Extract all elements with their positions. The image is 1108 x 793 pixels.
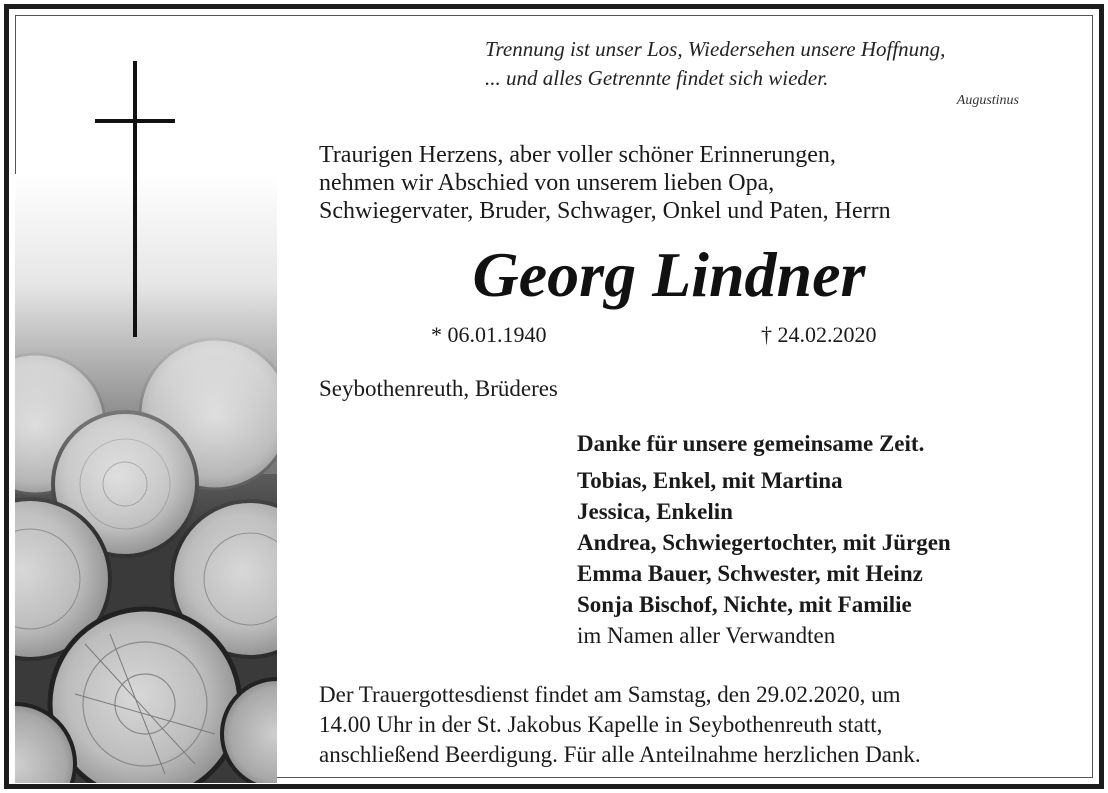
- deceased-name: Georg Lindner: [472, 239, 866, 310]
- service-line: anschließend Beerdigung. Für alle Anteilnahme herzlichen Dank.: [319, 742, 921, 767]
- cross-icon: [93, 59, 177, 341]
- intro-text: [319, 141, 891, 225]
- thanks-line: Danke für unsere gemeinsame Zeit.: [577, 431, 925, 456]
- mourner: Sonja Bischof, Nichte, mit Familie: [577, 592, 912, 617]
- mourner: Jessica, Enkelin: [577, 499, 733, 524]
- mourner: Andrea, Schwiegertochter, mit Jürgen: [577, 530, 951, 555]
- mourners-list: [577, 465, 951, 651]
- service-line: 14.00 Uhr in der St. Jakobus Kapelle in Seybothenreuth statt,: [319, 712, 883, 737]
- intro-line: nehmen wir Abschied von unserem lieben Opa,: [319, 170, 775, 196]
- intro-line: Schwiegervater, Bruder, Schwager, Onkel und Paten, Herrn: [319, 198, 891, 224]
- residence: Seybothenreuth, Brüderes: [319, 376, 558, 401]
- service-line: Der Trauergottesdienst findet am Samstag, den 29.02.2020, um: [319, 682, 901, 707]
- mourners-closing: im Namen aller Verwandten: [577, 623, 836, 648]
- mourner: Tobias, Enkel, mit Martina: [577, 468, 843, 493]
- motto-author: Augustinus: [956, 93, 1019, 108]
- motto-quote: [485, 35, 945, 93]
- motto-line: Trennung ist unser Los, Wiedersehen unsere Hoffnung,: [485, 37, 946, 61]
- intro-line: Traurigen Herzens, aber voller schöner Erinnerungen,: [319, 142, 836, 168]
- death-date: † 24.02.2020: [761, 322, 877, 347]
- obituary-notice: [4, 4, 1104, 789]
- mourner: Emma Bauer, Schwester, mit Heinz: [577, 561, 923, 586]
- birth-date: * 06.01.1940: [431, 322, 547, 347]
- motto-line: ... und alles Getrennte findet sich wieder.: [485, 66, 829, 90]
- service-announcement: [319, 680, 921, 770]
